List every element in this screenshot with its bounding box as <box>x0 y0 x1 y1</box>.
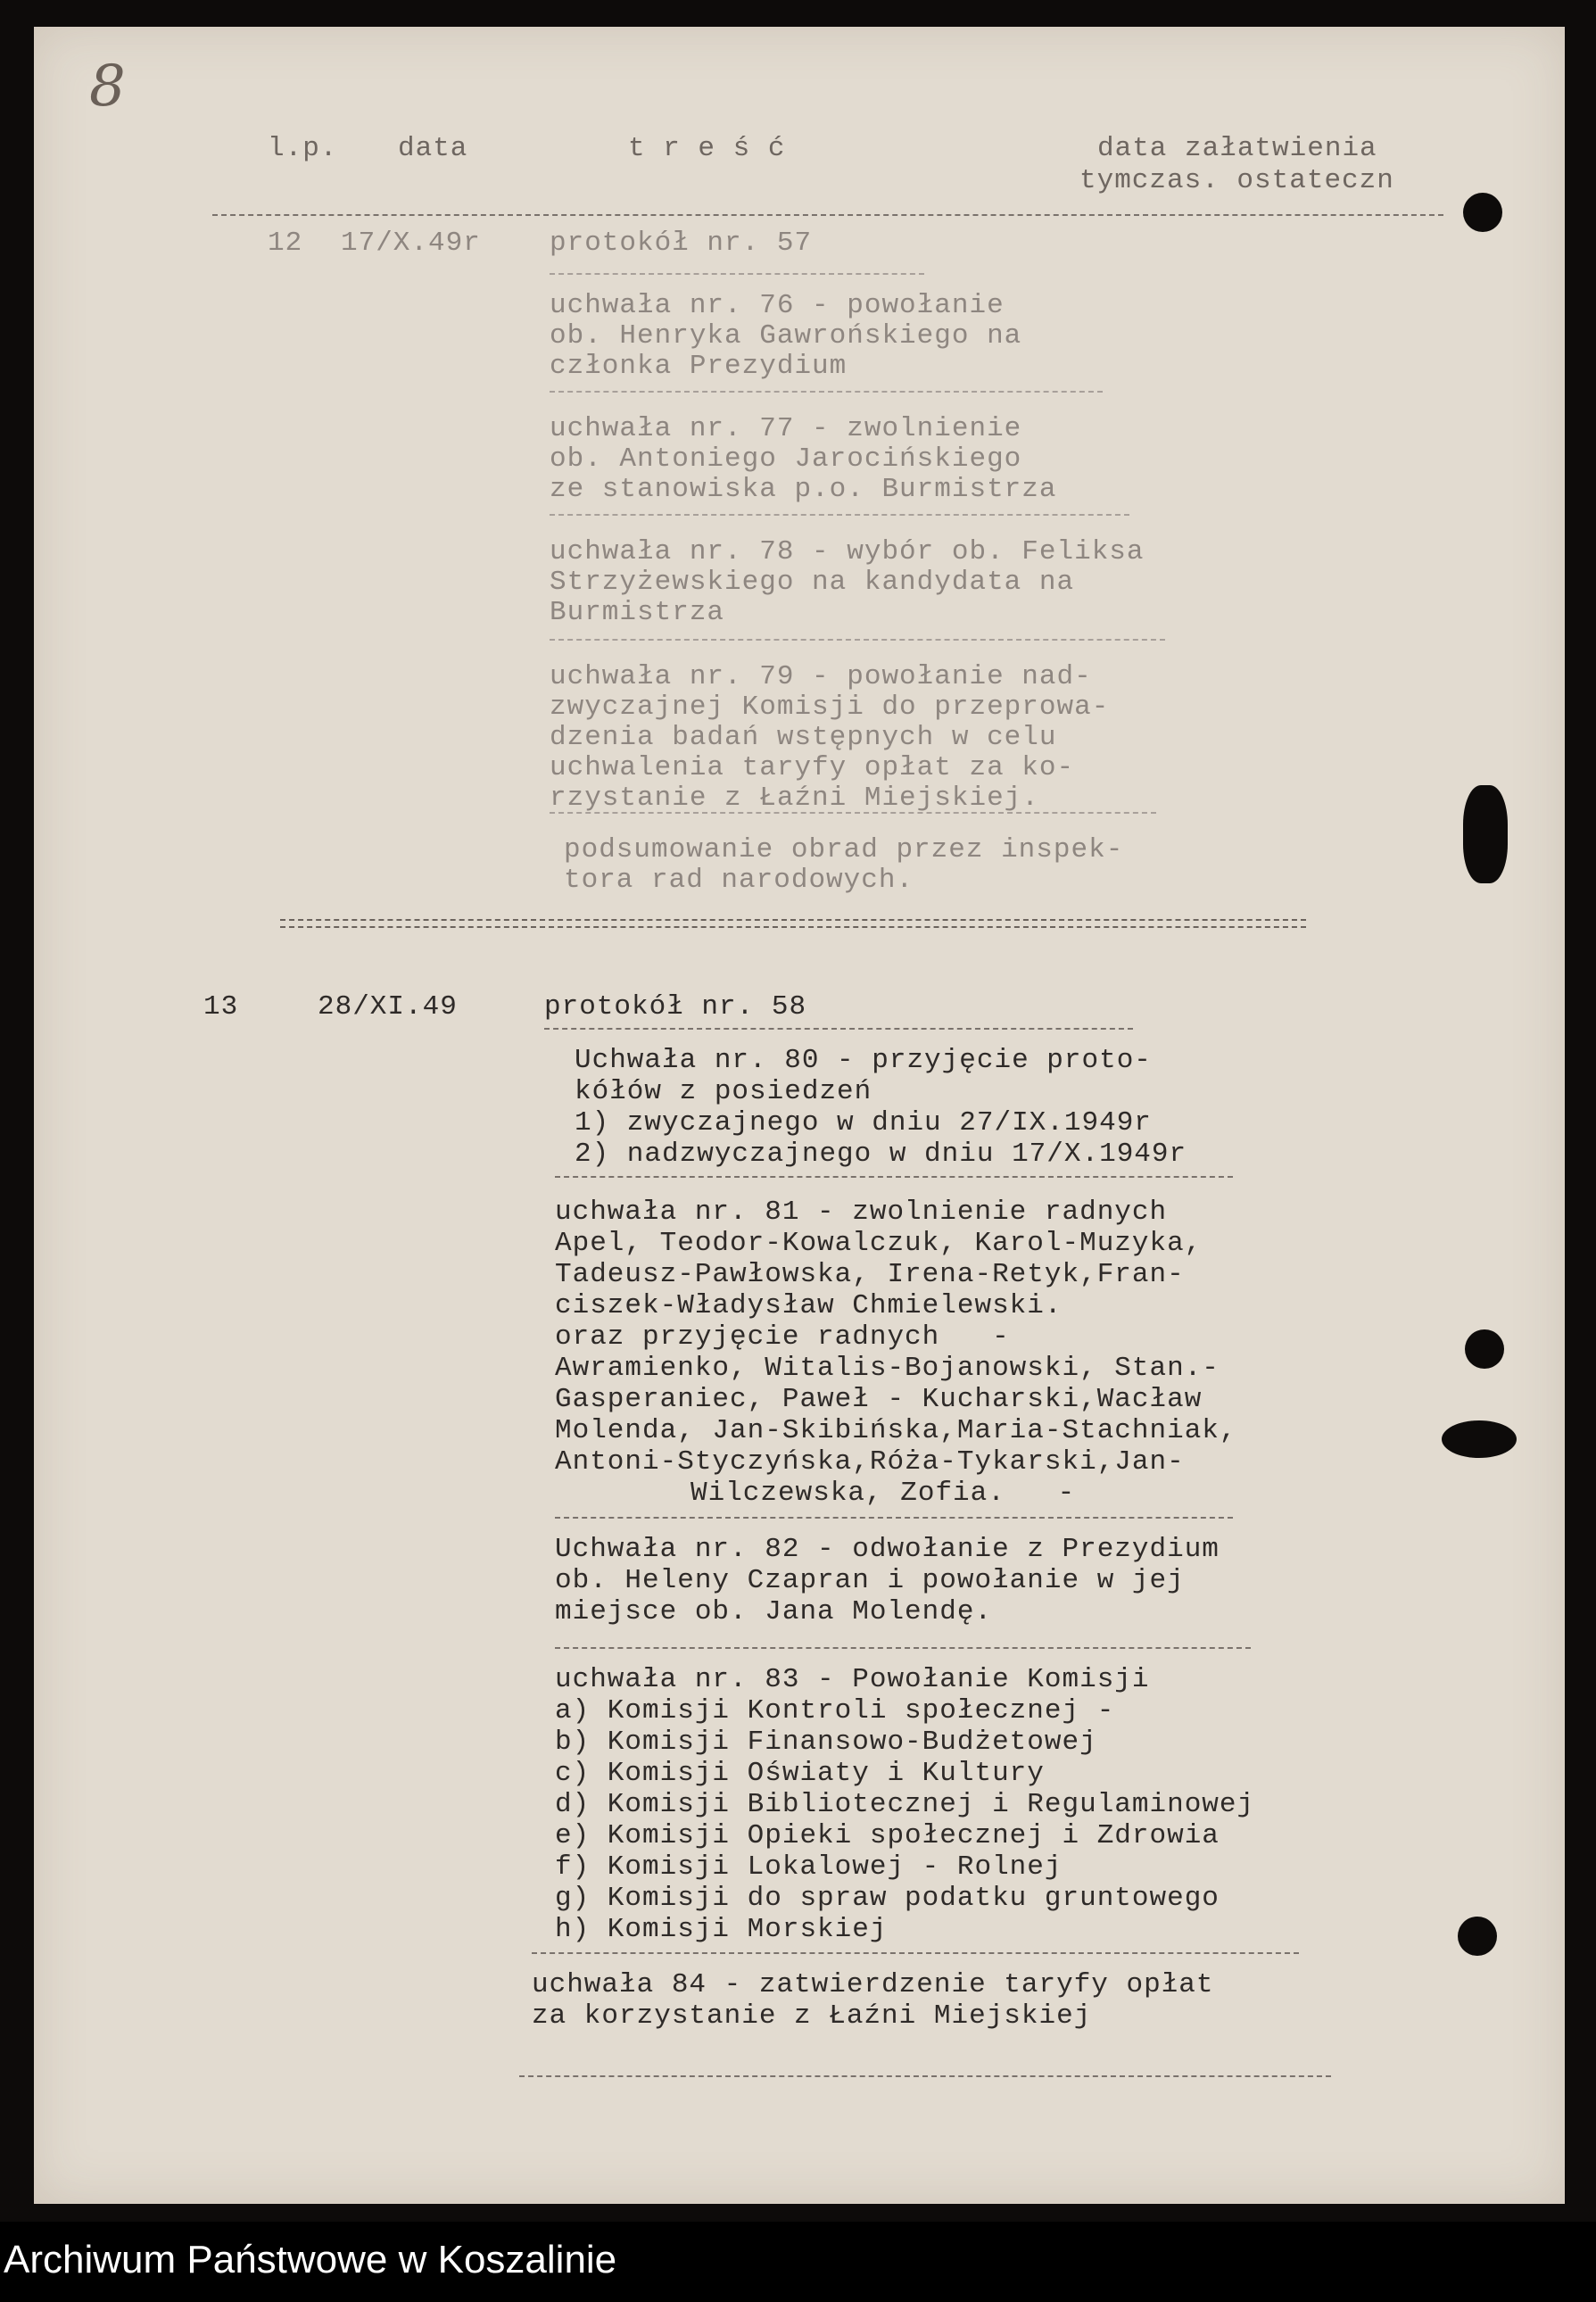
rule <box>532 1952 1299 1954</box>
resolution-line: h) Komisji Morskiej <box>555 1914 888 1945</box>
entry-separator <box>280 919 1306 928</box>
resolution-line: uchwała nr. 83 - Powołanie Komisji <box>555 1664 1150 1695</box>
entry-12-date: 17/X.49r <box>341 228 481 259</box>
resolution-line: uchwała nr. 81 - zwolnienie radnych <box>555 1197 1168 1228</box>
header-settlement-date: data załatwienia <box>1097 133 1377 164</box>
resolution-line: ob. Henryka Gawrońskiego na <box>550 320 1022 352</box>
punch-hole <box>1442 1420 1517 1458</box>
rule <box>550 391 1103 393</box>
rule <box>555 1517 1233 1519</box>
resolution-line: 1) zwyczajnego w dniu 27/IX.1949r <box>575 1107 1152 1139</box>
resolution-line: uchwała nr. 78 - wybór ob. Feliksa <box>550 536 1145 567</box>
archive-footer <box>0 2222 1596 2302</box>
resolution-line: za korzystanie z Łaźni Miejskiej <box>532 2000 1092 2032</box>
rule <box>555 1647 1251 1649</box>
resolution-line: c) Komisji Oświaty i Kultury <box>555 1758 1045 1789</box>
entry-13-number: 13 <box>203 991 239 1023</box>
resolution-line: uchwała 84 - zatwierdzenie taryfy opłat <box>532 1969 1214 2000</box>
resolution-line: 2) nadzwyczajnego w dniu 17/X.1949r <box>575 1139 1187 1170</box>
rule <box>519 2075 1331 2077</box>
resolution-line: dzenia badań wstępnych w celu <box>550 722 1057 753</box>
rule <box>550 812 1156 814</box>
page-number: 8 <box>89 54 126 120</box>
resolution-line: f) Komisji Lokalowej - Rolnej <box>555 1851 1063 1883</box>
entry-12-number: 12 <box>268 228 303 259</box>
resolution-line: Burmistrza <box>550 597 725 628</box>
entry-13-protocol: protokół nr. 58 <box>544 991 807 1023</box>
document-page <box>34 27 1565 2204</box>
rule <box>544 1028 1133 1030</box>
archive-name: Archiwum Państwowe w Koszalinie <box>4 2238 617 2281</box>
resolution-line: Antoni-Styczyńska,Róża-Tykarski,Jan- <box>555 1446 1185 1478</box>
resolution-line: ze stanowiska p.o. Burmistrza <box>550 474 1057 505</box>
rule <box>550 639 1165 641</box>
resolution-line: rzystanie z Łaźni Miejskiej. <box>550 783 1039 814</box>
resolution-line: Uchwała nr. 80 - przyjęcie proto- <box>575 1045 1152 1076</box>
rule <box>550 514 1129 516</box>
header-data: data <box>398 133 468 164</box>
rule <box>550 273 924 275</box>
resolution-line: oraz przyjęcie radnych - <box>555 1321 1010 1353</box>
resolution-line: ob. Heleny Czapran i powołanie w jej <box>555 1565 1185 1596</box>
resolution-line: Awramienko, Witalis-Bojanowski, Stan.- <box>555 1353 1220 1384</box>
resolution-line: Uchwała nr. 82 - odwołanie z Prezydium <box>555 1534 1220 1565</box>
entry-12-protocol: protokół nr. 57 <box>550 228 813 259</box>
resolution-line: Apel, Teodor-Kowalczuk, Karol-Muzyka, <box>555 1228 1203 1259</box>
resolution-line: uchwała nr. 79 - powołanie nad- <box>550 661 1092 692</box>
resolution-line: Tadeusz-Pawłowska, Irena-Retyk,Fran- <box>555 1259 1185 1290</box>
resolution-line: Wilczewska, Zofia. - <box>690 1478 1076 1509</box>
resolution-line: Gasperaniec, Paweł - Kucharski,Wacław <box>555 1384 1203 1415</box>
resolution-line: g) Komisji do spraw podatku gruntowego <box>555 1883 1220 1914</box>
resolution-line: e) Komisji Opieki społecznej i Zdrowia <box>555 1820 1220 1851</box>
punch-hole <box>1463 193 1502 232</box>
resolution-line: ob. Antoniego Jarocińskiego <box>550 443 1022 475</box>
header-lp: l.p. <box>268 133 338 164</box>
header-rule <box>212 214 1443 216</box>
resolution-line: zwyczajnej Komisji do przeprowa- <box>550 691 1110 723</box>
rule <box>555 1176 1233 1178</box>
punch-hole <box>1465 1329 1504 1369</box>
resolution-line: ciszek-Władysław Chmielewski. <box>555 1290 1063 1321</box>
resolution-line: b) Komisji Finansowo-Budżetowej <box>555 1726 1097 1758</box>
resolution-line: miejsce ob. Jana Molendę. <box>555 1596 993 1627</box>
resolution-line: uchwała nr. 77 - zwolnienie <box>550 413 1022 444</box>
resolution-line: Molenda, Jan-Skibińska,Maria-Stachniak, <box>555 1415 1237 1446</box>
resolution-line: uchwała nr. 76 - powołanie <box>550 290 1005 321</box>
punch-hole <box>1458 1917 1497 1956</box>
header-settlement-date-sub: tymczas. ostateczn <box>1079 165 1394 196</box>
resolution-line: tora rad narodowych. <box>564 865 914 896</box>
resolution-line: Strzyżewskiego na kandydata na <box>550 567 1075 598</box>
resolution-line: członka Prezydium <box>550 351 848 382</box>
resolution-line: d) Komisji Bibliotecznej i Regulaminowej <box>555 1789 1255 1820</box>
resolution-line: podsumowanie obrad przez inspek- <box>564 834 1124 865</box>
resolution-line: a) Komisji Kontroli społecznej - <box>555 1695 1115 1726</box>
punch-hole <box>1463 785 1508 883</box>
entry-13-date: 28/XI.49 <box>318 991 458 1023</box>
resolution-line: uchwalenia taryfy opłat za ko- <box>550 752 1075 783</box>
resolution-line: kółów z posiedzeń <box>575 1076 872 1107</box>
header-tresc: t r e ś ć <box>628 133 786 164</box>
